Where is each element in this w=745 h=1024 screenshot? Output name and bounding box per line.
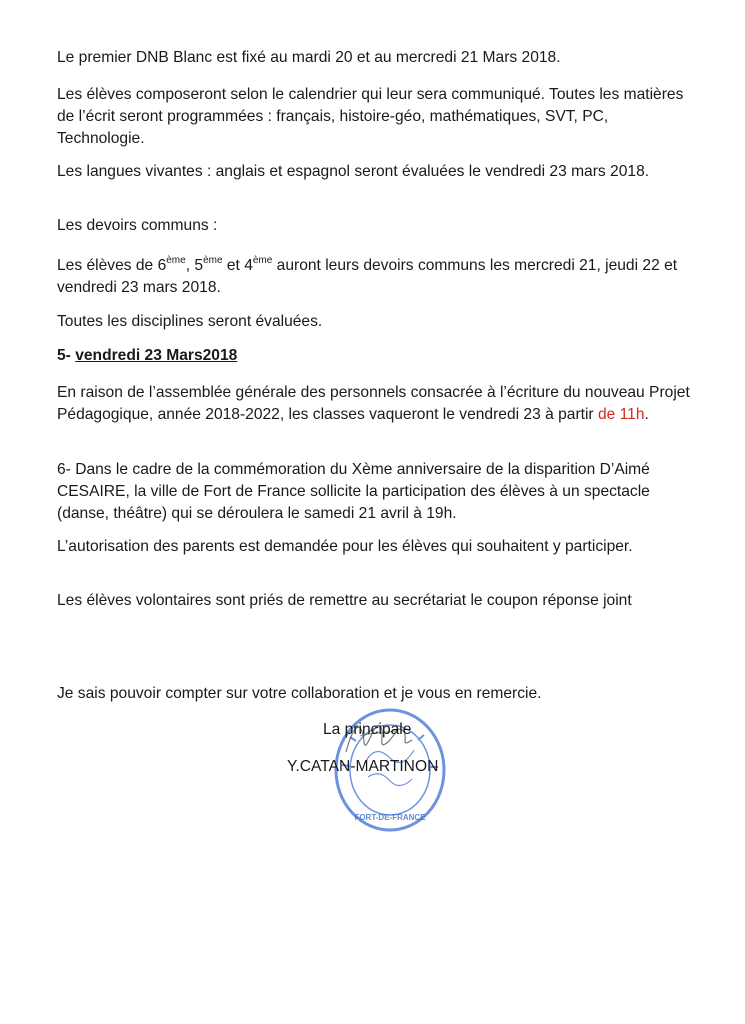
paragraph-devoirs-communs-heading: Les devoirs communs : [57,217,218,234]
p5-start: Les élèves de [57,257,158,274]
p5-end: auront leurs devoirs communs les mercredi 21, jeudi 22 et vendredi 23 mars 2018. [57,257,678,296]
grade-4-sup: ème [252,255,273,266]
paragraph-dnb-blanc: Le premier DNB Blanc est fixé au mardi 20 et au mercredi 21 Mars 2018. [57,49,561,66]
grade-5-sup: ème [203,255,223,266]
paragraph-devoirs-communs [57,255,697,299]
p5-sep1: , [185,257,195,274]
grade-6: 6 [157,257,167,274]
signature-name: Y.CATAN-MARTINON [287,758,439,775]
paragraph-coupon: Les élèves volontaires sont priés de remettre au secrétariat le coupon réponse joint [57,592,632,609]
paragraph-assemblee-generale [57,382,697,426]
paragraph-closing: Je sais pouvoir compter sur votre collaboration et je vous en remercie. [57,685,542,702]
section-5-number: 5- [57,347,76,364]
time-highlight: de 11h [597,406,645,423]
paragraph-autorisation: L’autorisation des parents est demandée pour les élèves qui souhaitent y participer. [57,538,633,555]
p5-sep2: et [222,257,245,274]
grade-6-sup: ème [166,255,186,266]
paragraph-cesaire: 6- Dans le cadre de la commémoration du Xème anniversaire de la disparition D’Aimé CESAIRE, la ville de Fort de France sollicite la participation des élèves à un spectacle (danse, théâtre) qui se déroulera le samedi 21 avril à 19h. [57,461,650,522]
section-5-title: vendredi 23 Mars2018 [75,347,238,364]
paragraph-ecrit-matieres: Les élèves composeront selon le calendrier qui leur sera communiqué. Toutes les matières de l’écrit seront programmées : français, histoire-géo, mathématiques, SVT, PC, Technologie. [57,86,684,147]
grade-5: 5 [194,257,204,274]
stamp-text: FORT-DE-FRANCE [354,813,426,822]
section-5-heading [57,345,697,367]
grade-4: 4 [244,257,253,274]
signature-title: La principale [323,721,412,738]
p8-text: En raison de l’assemblée générale des personnels consacrée à l’écriture du nouveau Projet Pédagogique, année 2018-2022, les classes vaqueront le vendredi 23 à partir [57,384,690,423]
paragraph-disciplines: Toutes les disciplines seront évaluées. [57,313,323,330]
p8-end: . [644,406,649,423]
paragraph-langues-vivantes: Les langues vivantes : anglais et espagnol seront évaluées le vendredi 23 mars 2018. [57,163,650,180]
